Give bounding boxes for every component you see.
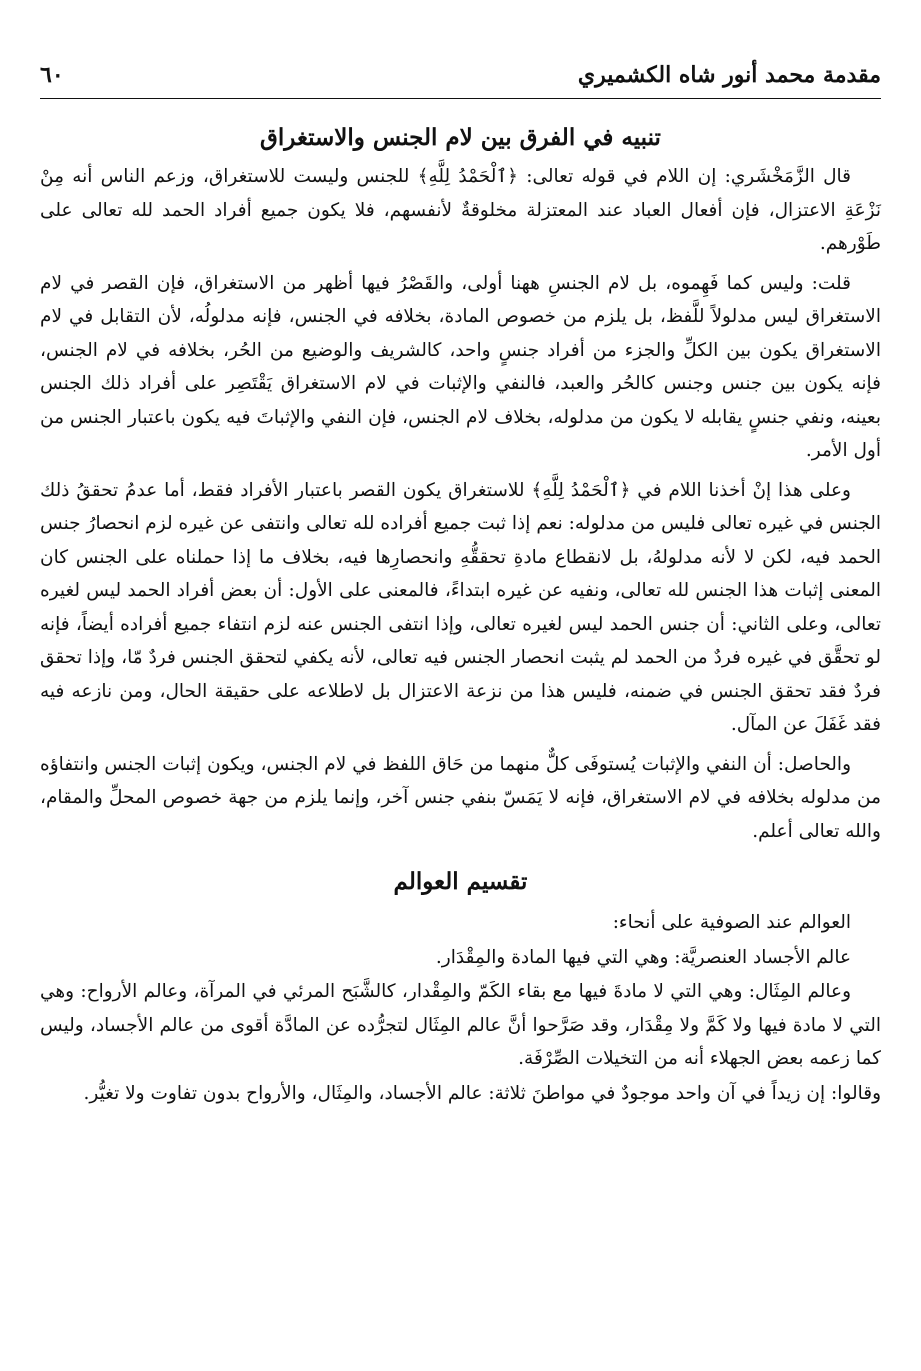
paragraph: وعلى هذا إنْ أخذنا اللام في ﴿ٱلْحَمْدُ لِلَّهِ﴾ للاستغراق يكون القصر باعتبار الأفراد فقط، أما عدمُ تحققُ ذلك الجنس في غيره تعالى فليس من مدلوله: نعم إذا ثبت جميع أفراده لله تعالى وانتفى عن غيره لزم انحصارُ جنس الحمد فيه، لكن لا لأنه مدلولهُ، بل لانقطاع مادةِ تحققُّهِ وانحصارِها فيه، بخلاف ما إذا حملناه على الجنس كان المعنى إثبات هذا الجنس لله تعالى، ونفيه عن غيره ابتداءً، فالمعنى على الأول: أن بعض أفراد الحمد ليس لغيره تعالى، وعلى الثاني: أن جنس الحمد ليس لغيره تعالى، وإذا انتفى الجنس عنه لزم انتفاء جميع أفراده أيضاً، فإنه لو تحقَّق في غيره فردٌ من الحمد لم يثبت انحصار الجنس فيه تعالى، لأنه يكفي لتحقق الجنس فردٌ مّا، وإذا تحقق فردٌ فقد تحقق الجنس في ضمنه، فليس هذا من نزعة الاعتزال بل لاطلاعه على حقيقة الحال، ومن نازعه فيه فقد غَفَلَ عن المآل. <box>40 479 881 735</box>
paragraph: قلت: وليس كما فَهِموه، بل لام الجنسِ ههنا أولى، والقَصْرُ فيها أظهر من الاستغراق، فإن القصر في لام الاستغراق ليس مدلولاً للَّفظ، بل يلزم من خصوص المادة، بخلافه في الجنس، فإنه مدلولُه، لأن التقابل في لام الاستغراق يكون بين الكلِّ والجزء من أفراد جنسٍ واحد، كالشريف والوضيع من الحُر، بخلافه في لام الجنس، فإنه يكون بين جنس وجنس كالحُر والعبد، فالنفي والإثبات في لام الاستغراق يَقْتَصِر على أفراد ذلك الجنس بعينه، ونفي جنسٍ يقابله لا يكون من مدلوله، بخلاف لام الجنس، فإن النفي والإثباتَ فيه يكون باعتبار الجنس من أول الأمر. <box>40 272 881 461</box>
page-body <box>40 118 881 1111</box>
section-heading-division-of-worlds: تقسيم العوالم <box>393 868 528 895</box>
paragraph: العوالم عند الصوفية على أنحاء: <box>612 912 851 933</box>
paragraph: قال الزَّمَخْشَري: إن اللام في قوله تعالى: ﴿ٱلْحَمْدُ لِلَّهِ﴾ للجنس وليست للاستغراق، وزعم الناس أنه مِنْ نَزْعَةِ الاعتزال، فإن أفعال العباد عند المعتزلة مخلوقةٌ لأنفسهم، فلا يكون جميع أفراد الحمد لله تعالى على طَوْرهم. <box>40 166 881 254</box>
running-header <box>40 58 881 99</box>
running-title: مقدمة محمد أنور شاه الكشميري <box>577 62 881 88</box>
paragraph: وعالم المِثَال: وهي التي لا مادةَ فيها مع بقاء الكَمّ والمِقْدار، كالشَّبَح المرئي في المرآة، وعالم الأرواح: وهي التي لا مادة فيها ولا كَمَّ ولا مِقْدَار، وقد صَرَّحوا أنَّ عالم المِثَال لتجرُّده عن المادَّة أقوى من عالم الأجساد، وليس كما زعمه بعض الجهلاء أنه من التخيلات الصِّرْفَة. <box>40 981 881 1069</box>
section-heading-genus-vs-comprehensiveness: تنبيه في الفرق بين لام الجنس والاستغراق <box>260 124 661 151</box>
paragraph: والحاصل: أن النفي والإثبات يُستوفَى كلٌّ منهما من حَاق اللفظ في لام الجنس، ويكون إثبات الجنس وانتفاؤه من مدلوله بخلافه في لام الاستغراق، فإنه لا يَمَسّ بنفي جنس آخر، وإنما يلزم من جهة خصوص المحلِّ والمقام، والله تعالى أعلم. <box>40 753 881 842</box>
page-number: ٦٠ <box>40 62 64 88</box>
paragraph: وقالوا: إن زيداً في آن واحد موجودٌ في مواطنَ ثلاثة: عالم الأجساد، والمِثَال، والأرواح بدون تفاوت ولا تغيُّر. <box>83 1082 881 1104</box>
paragraph: عالم الأجساد العنصريَّة: وهي التي فيها المادة والمِقْدَار. <box>435 946 851 968</box>
document-page <box>40 0 881 1371</box>
